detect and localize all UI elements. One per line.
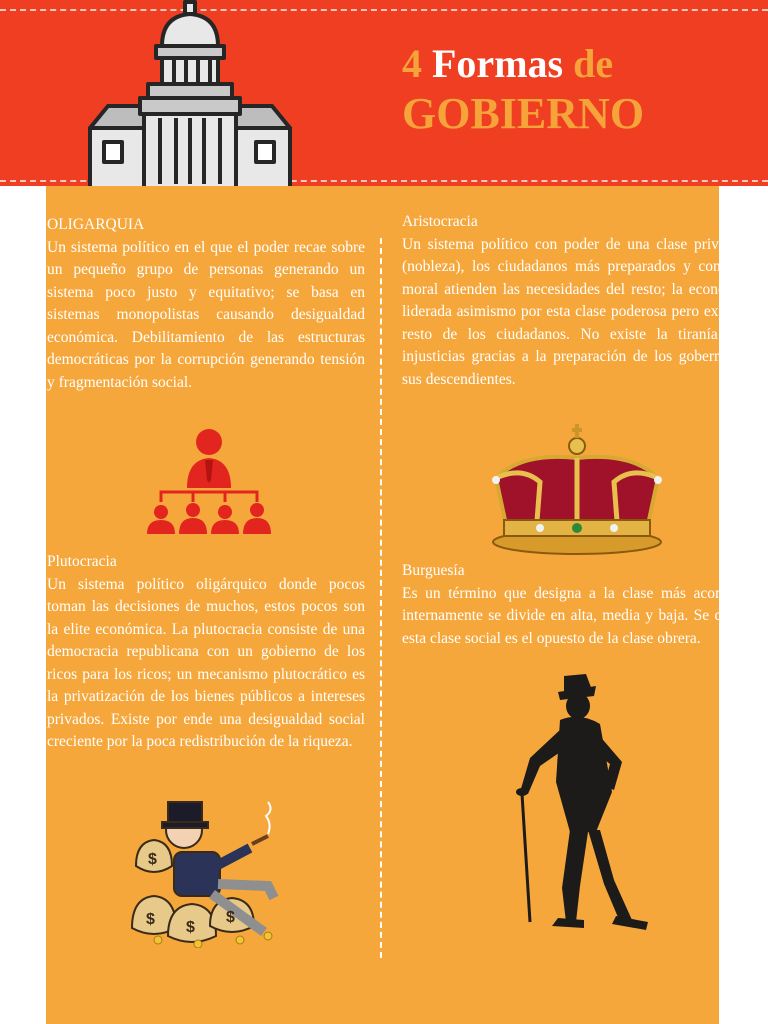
- section-body: Un sistema político oligárquico donde pocos toman las decisiones de muchos, estos pocos son la elite económica. La plutocracia consiste de una democracia republicana con un gobierno de los ricos para los ricos; un mecanismo plutocrático es la privatización de los bienes públicos a intereses privados. Existe por ende una desigualdad social creciente por la poca redistribución de la riqueza.: [47, 575, 365, 750]
- title-number: 4: [402, 41, 422, 86]
- gentleman-silhouette-icon: [500, 672, 660, 934]
- section-title: Aristocracia: [402, 213, 478, 230]
- svg-text:$: $: [226, 909, 235, 926]
- column-divider: [380, 238, 382, 958]
- section-body: Un sistema político en el que el poder recae sobre un pequeño grupo de personas generando un sistema poco justo y equitativo; se basa en sistemas monopolistas causando desigualdad económica. Debilitamiento de las estructuras democráticas por la corrupción generando tensión y fragmentación social.: [47, 238, 365, 391]
- section-title: Burguesía: [402, 562, 465, 579]
- svg-text:$: $: [148, 851, 157, 868]
- title-de: de: [573, 41, 614, 86]
- hierarchy-icon: [143, 428, 275, 538]
- page-title: [402, 41, 645, 138]
- capitol-icon: [82, 0, 298, 186]
- title-gobierno: GOBIERNO: [402, 89, 645, 138]
- section-aristocracia: [402, 211, 768, 391]
- svg-text:$: $: [186, 919, 195, 936]
- section-plutocracia: [47, 551, 365, 754]
- section-body: Es un término que designa a la clase más acomodada, internamente se divide en alta, media y baja. Se dice que esta clase social es el opuesto de la clase obrera.: [402, 584, 768, 647]
- section-oligarquia: [47, 214, 365, 394]
- header-banner: [0, 0, 768, 186]
- svg-text:$: $: [146, 911, 155, 928]
- section-title: Plutocracia: [47, 553, 117, 570]
- title-formas: Formas: [432, 41, 564, 86]
- section-title: OLIGARQUIA: [47, 216, 145, 233]
- moneybags-tycoon-icon: [128, 798, 284, 948]
- section-burguesia: [402, 560, 768, 650]
- section-body: Un sistema político con poder de una clase privilegiada (nobleza), los ciudadanos más preparados y con mayor moral atienden las necesidades del resto; la economía es liderada asimismo por esta clase poderosa pero excluye al resto de los ciudadanos. No existe la tiranía ni las injusticias gracias a la preparación de los gobernantes y sus descendientes.: [402, 235, 768, 388]
- crown-icon: [482, 422, 672, 556]
